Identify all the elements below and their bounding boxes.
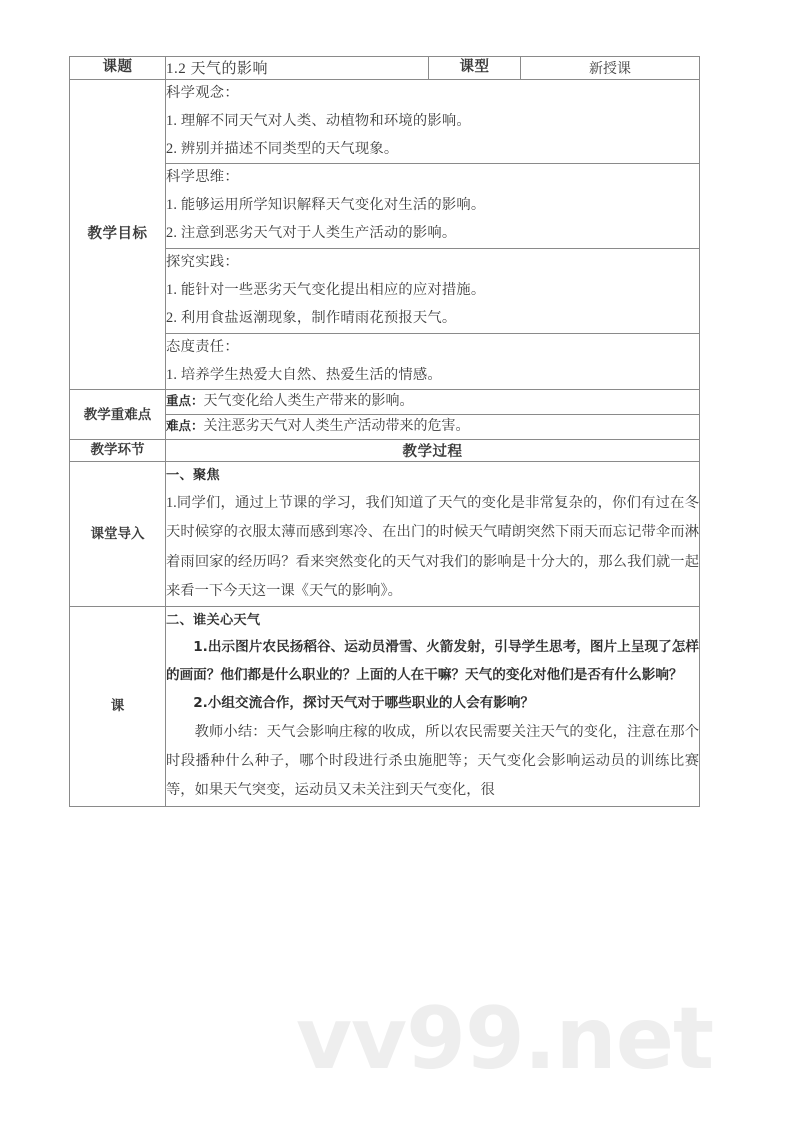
- key-difficulty-label: 教学重难点: [70, 390, 166, 440]
- objective-item: 1. 理解不同天气对人类、动植物和环境的影响。: [166, 112, 471, 129]
- lesson-body-label: 课: [70, 607, 166, 807]
- objective-heading: 态度责任：: [166, 338, 239, 355]
- objective-heading: 探究实践：: [166, 254, 239, 270]
- teaching-process-label: 教学过程: [166, 439, 700, 461]
- objective-heading: 科学观念：: [166, 84, 239, 101]
- key-point-text: 天气变化给人类生产带来的影响。: [203, 394, 414, 410]
- lesson-body-section-heading: 二、谁关心天气: [166, 613, 261, 629]
- objective-item: 2. 利用食盐返潮现象，制作晴雨花预报天气。: [166, 309, 457, 326]
- objective-block-science-thinking: [166, 164, 700, 249]
- objectives-label: 教学目标: [70, 79, 166, 390]
- teaching-stage-label: 教学环节: [70, 439, 166, 461]
- lesson-body-paragraph: 教师小结：天气会影响庄稼的收成，所以农民需要关注天气的变化，注意在那个时段播种什么种子，哪个时段进行杀虫施肥等；天气变化会影响运动员的训练比赛等，如果天气突变，运动员又未关注到天气变化，很: [166, 723, 699, 799]
- table-row-lesson-body: [70, 607, 700, 807]
- intro-content: [166, 461, 700, 606]
- table-row-topic: [70, 57, 700, 80]
- key-point-cell: [166, 390, 700, 415]
- site-watermark: vv99.net: [296, 989, 714, 1089]
- table-row-process-header: [70, 439, 700, 461]
- lesson-body-paragraph: 2.小组交流合作，探讨天气对于哪些职业的人会有影响？: [193, 695, 535, 711]
- intro-label: 课堂导入: [70, 461, 166, 606]
- difficulty-text: 关注恶劣天气对人类生产活动带来的危害。: [203, 419, 470, 435]
- objective-block-inquiry-practice: [166, 249, 700, 334]
- topic-value: 1.2 天气的影响: [166, 57, 429, 80]
- intro-paragraph: 1.同学们，通过上节课的学习，我们知道了天气的变化是非常复杂的，你们有过在冬天时候穿的衣服太薄而感到寒冷、在出门的时候天气晴朗突然下雨天而忘记带伞而淋着雨回家的经历吗？看来突然变化的天气对我们的影响是十分大的，那么我们就一起来看一下今天这一课《天气的影响》。: [166, 495, 699, 599]
- objective-item: 1. 培养学生热爱大自然、热爱生活的情感。: [166, 366, 442, 383]
- lesson-body-content: [166, 607, 700, 807]
- lesson-type-value: 新授课: [521, 57, 700, 80]
- intro-section-heading: 一、聚焦: [166, 467, 220, 483]
- table-row-key-point: [70, 390, 700, 415]
- difficulty-cell: [166, 415, 700, 440]
- table-row-objectives-1: [70, 79, 700, 164]
- difficulty-prefix: 难点：: [166, 418, 204, 434]
- lesson-plan-table: [69, 56, 700, 807]
- objective-block-attitude-responsibility: [166, 333, 700, 390]
- objective-item: 2. 辨别并描述不同类型的天气现象。: [166, 140, 399, 157]
- objective-item: 1. 能够运用所学知识解释天气变化对生活的影响。: [166, 197, 486, 214]
- objective-item: 2. 注意到恶劣天气对于人类生产活动的影响。: [166, 225, 457, 242]
- table-row-intro: [70, 461, 700, 606]
- objective-item: 1. 能针对一些恶劣天气变化提出相应的应对措施。: [166, 281, 486, 298]
- objective-block-science-concept: [166, 79, 700, 164]
- objective-heading: 科学思维：: [166, 169, 239, 186]
- lesson-body-paragraph: 1.出示图片农民扬稻谷、运动员滑雪、火箭发射，引导学生思考，图片上呈现了怎样的画面？他们都是什么职业的？上面的人在干嘛？天气的变化对他们是否有什么影响？: [166, 639, 699, 684]
- lesson-type-label: 课型: [429, 57, 521, 80]
- topic-label: 课题: [70, 57, 166, 80]
- key-point-prefix: 重点：: [166, 393, 204, 409]
